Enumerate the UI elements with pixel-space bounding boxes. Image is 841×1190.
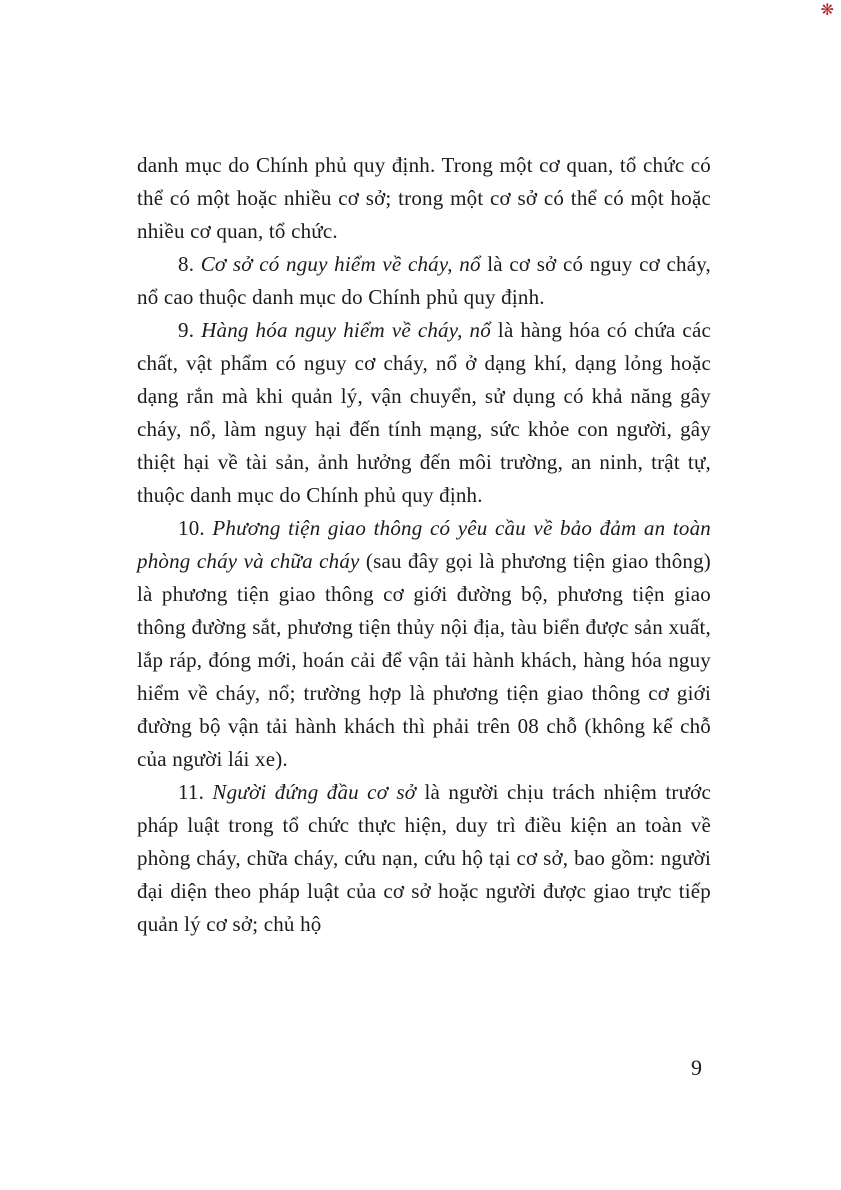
paragraph — [137, 248, 711, 314]
text-segment: Hàng hóa nguy hiểm về cháy, nổ — [201, 318, 498, 342]
paragraph — [137, 776, 711, 941]
flower-decoration-icon: ❋ — [820, 0, 834, 19]
text-segment: (sau đây gọi là phương tiện giao thông) là phương tiện giao thông cơ giới đường bộ, phương tiện giao thông đường sắt, phương tiện thủy nội địa, tàu biển được sản xuất, lắp ráp, đóng mới, hoán cải để vận tải hành khách, hàng hóa nguy hiểm về cháy, nổ; trường hợp là phương tiện giao thông cơ giới đường bộ vận tải hành khách thì phải trên 08 chỗ (không kể chỗ của người lái xe). — [137, 549, 711, 771]
text-segment: 11. — [178, 780, 213, 804]
paragraph — [137, 149, 711, 248]
page-number: 9 — [691, 1055, 702, 1080]
text-segment: là cơ sở có nguy cơ cháy, nổ cao thuộc danh mục do Chính phủ quy định. — [137, 252, 711, 309]
paragraph — [137, 512, 711, 776]
paragraph — [137, 314, 711, 512]
text-segment: 9. — [178, 318, 202, 342]
text-segment: 8. — [178, 252, 201, 276]
document-body — [137, 149, 711, 941]
text-segment: Người đứng đầu cơ sở — [212, 780, 425, 804]
text-segment: Phương tiện giao thông có yêu cầu về bảo đảm an toàn phòng cháy và chữa cháy — [137, 516, 711, 573]
text-segment: là người chịu trách nhiệm trước pháp luật trong tổ chức thực hiện, duy trì điều kiện an toàn về phòng cháy, chữa cháy, cứu nạn, cứu hộ tại cơ sở, bao gồm: người đại diện theo pháp luật của cơ sở hoặc người được giao trực tiếp quản lý cơ sở; chủ hộ — [137, 780, 711, 936]
text-segment: 10. — [178, 516, 213, 540]
text-segment: Cơ sở có nguy hiểm về cháy, nổ — [200, 252, 488, 276]
text-segment: là hàng hóa có chứa các chất, vật phẩm có nguy cơ cháy, nổ ở dạng khí, dạng lỏng hoặc dạng rắn mà khi quản lý, vận chuyển, sử dụng có khả năng gây cháy, nổ, làm nguy hại đến tính mạng, sức khỏe con người, gây thiệt hại về tài sản, ảnh hưởng đến môi trường, an ninh, trật tự, thuộc danh mục do Chính phủ quy định. — [137, 318, 711, 507]
text-segment: danh mục do Chính phủ quy định. Trong một cơ quan, tổ chức có thể có một hoặc nhiều cơ sở; trong một cơ sở có thể có một hoặc nhiều cơ quan, tổ chức. — [137, 153, 711, 243]
